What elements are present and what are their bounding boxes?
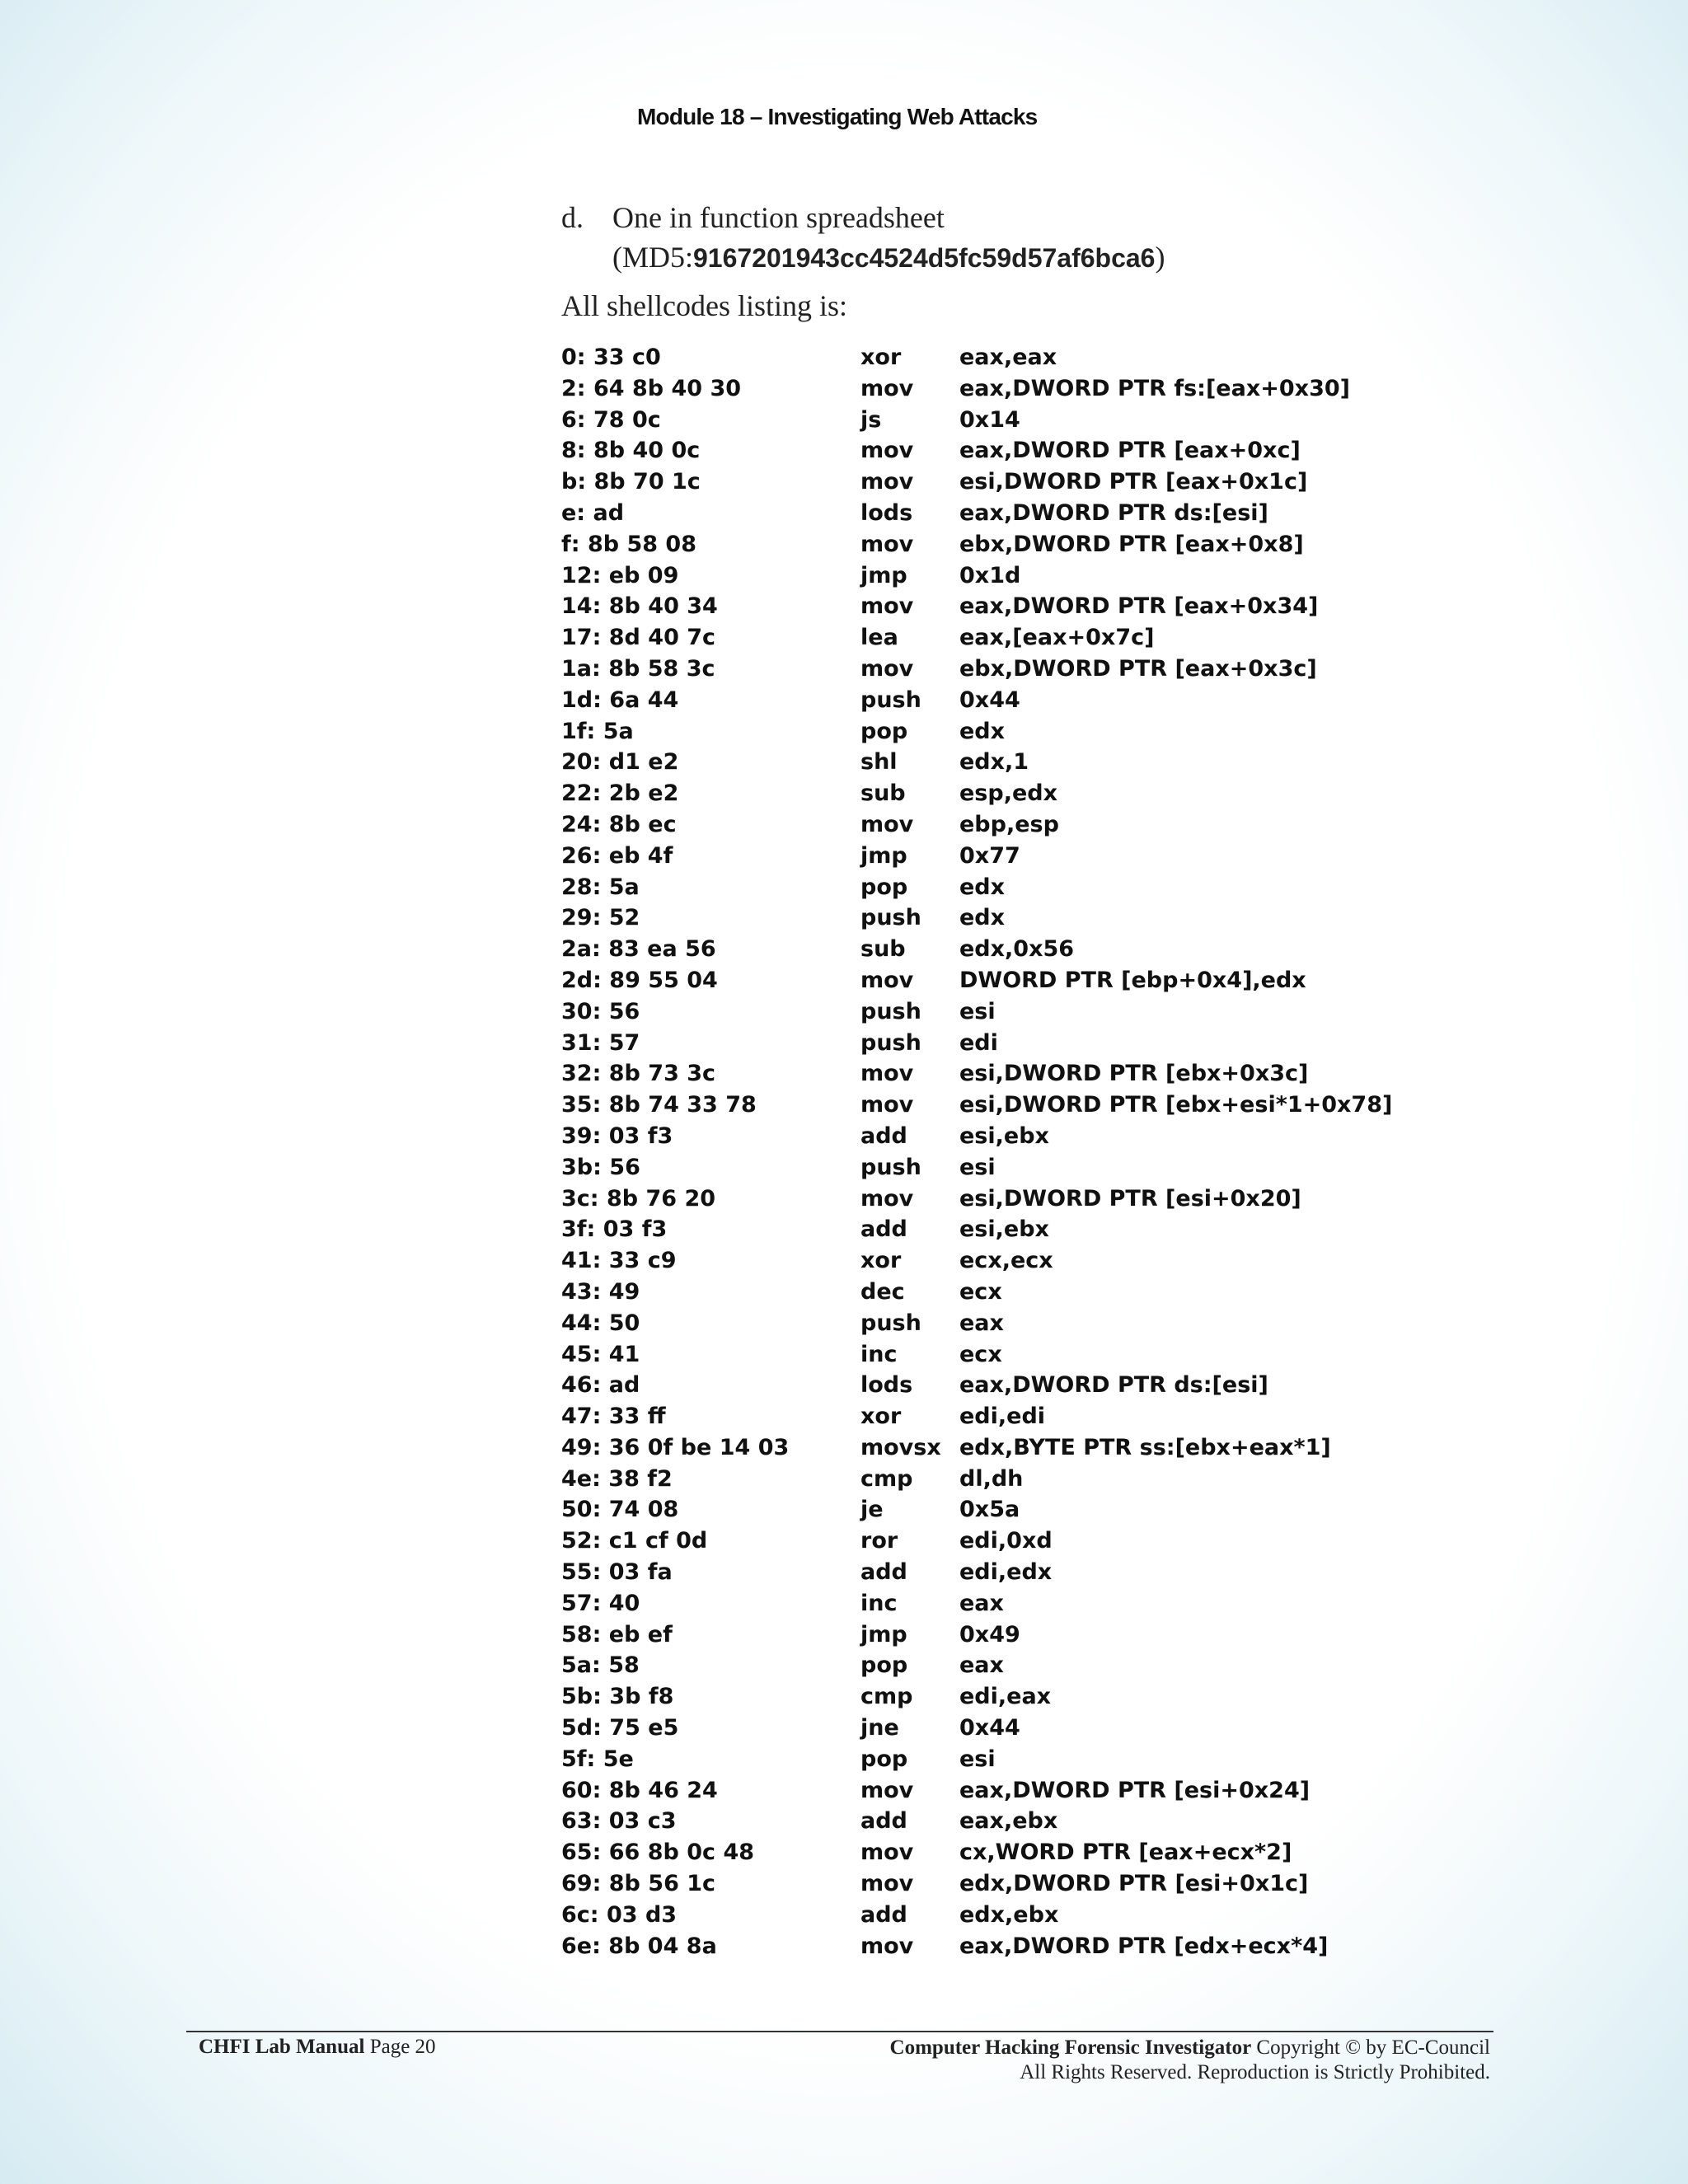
page-header-title: Module 18 – Investigating Web Attacks [637, 104, 1038, 129]
listing-operands: eax [959, 1652, 1004, 1679]
listing-operands: esp,edx [959, 780, 1058, 807]
listing-opcode: inc [860, 1590, 898, 1616]
listing-opcode: inc [860, 1341, 898, 1367]
listing-operands: eax [959, 1310, 1004, 1336]
listing-operands: 0x49 [959, 1621, 1020, 1647]
listing-opcode: mov [860, 1840, 914, 1866]
listing-address: 29: 52 [561, 905, 640, 931]
listing-address: 3b: 56 [561, 1154, 640, 1180]
listing-operands: 0x1d [959, 562, 1021, 588]
listing-opcode: jne [860, 1715, 899, 1741]
listing-operands: eax,eax [959, 344, 1057, 370]
listing-opcode: push [860, 687, 921, 713]
listing-operands: edx [959, 718, 1006, 744]
listing-opcode: mov [860, 1061, 914, 1087]
listing-operands: esi,ebx [959, 1122, 1049, 1149]
listing-address: 12: eb 09 [561, 562, 679, 588]
listing-address: 2d: 89 55 04 [561, 967, 718, 993]
listing-opcode: je [860, 1497, 884, 1523]
listing-opcode: cmp [860, 1465, 913, 1492]
listing-address: e: ad [561, 499, 625, 526]
listing-operands: esi,ebx [959, 1216, 1049, 1243]
listing-address: 49: 36 0f be 14 03 [561, 1434, 790, 1460]
listing-address: 1a: 8b 58 3c [561, 655, 715, 682]
listing-address: 8: 8b 40 0c [561, 438, 701, 464]
listing-operands: esi,DWORD PTR [eax+0x1c] [959, 469, 1308, 495]
listing-opcode: pop [860, 1652, 908, 1679]
listing-address: 39: 03 f3 [561, 1122, 673, 1149]
listing-operands: eax,DWORD PTR ds:[esi] [959, 499, 1268, 526]
listing-address: 63: 03 c3 [561, 1808, 677, 1835]
listing-address: 24: 8b ec [561, 811, 677, 837]
listing-address: 46: ad [561, 1372, 640, 1399]
listing-opcode: push [860, 1310, 921, 1336]
listing-address: 22: 2b e2 [561, 780, 679, 807]
listing-opcode: mov [860, 655, 914, 682]
listing-opcode: add [860, 1559, 907, 1586]
listing-operands: ebx,DWORD PTR [eax+0x3c] [959, 655, 1317, 682]
listing-opcode: push [860, 998, 921, 1024]
footer-copyright: Copyright © by EC-Council [1256, 2036, 1490, 2059]
listing-address: 3f: 03 f3 [561, 1216, 668, 1243]
listing-opcode: jmp [860, 562, 907, 588]
listing-address: 43: 49 [561, 1278, 640, 1305]
listing-opcode: add [860, 1122, 907, 1149]
listing-address: 60: 8b 46 24 [561, 1777, 718, 1803]
listing-address: 4e: 38 f2 [561, 1465, 673, 1492]
listing-address: 58: eb ef [561, 1621, 673, 1647]
listing-operands: ebp,esp [959, 811, 1059, 837]
listing-address: 50: 74 08 [561, 1497, 679, 1523]
listing-address: 45: 41 [561, 1341, 640, 1367]
listing-operands: dl,dh [959, 1465, 1024, 1492]
listing-operands: 0x14 [959, 406, 1020, 433]
listing-address: 1f: 5a [561, 718, 634, 744]
listing-address: 6c: 03 d3 [561, 1901, 678, 1928]
listing-address: 32: 8b 73 3c [561, 1061, 716, 1087]
listing-opcode: push [860, 1029, 921, 1056]
listing-operands: eax,ebx [959, 1808, 1058, 1835]
listing-operands: eax,DWORD PTR [eax+0xc] [959, 438, 1301, 464]
listing-opcode: mov [860, 967, 914, 993]
listing-opcode: jmp [860, 842, 907, 869]
listing-operands: DWORD PTR [ebp+0x4],edx [959, 967, 1306, 993]
listing-operands: 0x44 [959, 687, 1020, 713]
listing-operands: edx,ebx [959, 1901, 1059, 1928]
listing-address: 5a: 58 [561, 1652, 640, 1679]
footer-left [199, 2036, 436, 2059]
listing-address: 5b: 3b f8 [561, 1684, 674, 1710]
listing-opcode: pop [860, 874, 908, 900]
listing-operands: eax,DWORD PTR [edx+ecx*4] [959, 1933, 1329, 1959]
listing-operands: edx [959, 874, 1006, 900]
listing-address: 52: c1 cf 0d [561, 1528, 708, 1554]
listing-operands: edx,DWORD PTR [esi+0x1c] [959, 1871, 1309, 1897]
footer-course-title: Computer Hacking Forensic Investigator [889, 2036, 1252, 2059]
listing-address: 30: 56 [561, 998, 640, 1024]
md5-hash: 9167201943cc4524d5fc59d57af6bca6 [693, 243, 1156, 273]
listing-opcode: lods [860, 1372, 913, 1399]
listing-address: 14: 8b 40 34 [561, 593, 718, 620]
listing-address: 28: 5a [561, 874, 640, 900]
listing-operands: edi,0xd [959, 1528, 1053, 1554]
listing-operands: eax,DWORD PTR fs:[eax+0x30] [959, 375, 1350, 401]
listing-opcode: sub [860, 780, 906, 807]
listing-opcode: add [860, 1808, 907, 1835]
listing-opcode: mov [860, 438, 914, 464]
footer-manual-title: CHFI Lab Manual [199, 2036, 365, 2058]
listing-address: 5f: 5e [561, 1746, 634, 1772]
listing-opcode: pop [860, 718, 908, 744]
item-d-line1 [561, 198, 1165, 237]
listing-address: 41: 33 c9 [561, 1248, 677, 1274]
listing-address: 5d: 75 e5 [561, 1715, 679, 1741]
listing-operands: esi,DWORD PTR [ebx+esi*1+0x78] [959, 1092, 1393, 1118]
listing-operands: edi [959, 1029, 998, 1056]
listing-operands: edi,eax [959, 1684, 1052, 1710]
listing-opcode: ror [860, 1528, 898, 1554]
footer-right [890, 2036, 1490, 2085]
listing-opcode: mov [860, 1933, 914, 1959]
listing-opcode: push [860, 1154, 921, 1180]
listing-operands: ecx [959, 1278, 1002, 1305]
listing-address: 6e: 8b 04 8a [561, 1933, 717, 1959]
listing-operands: eax,DWORD PTR [eax+0x34] [959, 593, 1319, 620]
listing-address: 55: 03 fa [561, 1559, 673, 1586]
listing-opcode: mov [860, 1092, 914, 1118]
listing-opcode: mov [860, 375, 914, 401]
listing-address: b: 8b 70 1c [561, 469, 701, 495]
listing-operands: cx,WORD PTR [eax+ecx*2] [959, 1840, 1292, 1866]
listing-address: 65: 66 8b 0c 48 [561, 1840, 755, 1866]
listing-operands: edx [959, 905, 1006, 931]
footer-divider [186, 2031, 1493, 2032]
listing-opcode: mov [860, 1185, 914, 1212]
listing-opcode: mov [860, 1871, 914, 1897]
listing-opcode: push [860, 905, 921, 931]
listing-opcode: mov [860, 531, 914, 557]
footer-copyright-line [890, 2036, 1490, 2060]
listing-operands: edi,edi [959, 1404, 1046, 1430]
listing-operands: eax,DWORD PTR ds:[esi] [959, 1372, 1268, 1399]
listing-opcode: add [860, 1901, 907, 1928]
listing-operands: esi [959, 1154, 996, 1180]
item-d-text: One in function spreadsheet [612, 201, 945, 234]
listing-opcode: add [860, 1216, 907, 1243]
listing-operands: edx,1 [959, 749, 1029, 776]
list-marker: d. [561, 201, 584, 234]
listing-address: 1d: 6a 44 [561, 687, 679, 713]
listing-operands: edx,0x56 [959, 936, 1075, 963]
footer-page-number: Page 20 [369, 2036, 436, 2058]
listing-opcode: mov [860, 593, 914, 620]
listing-address: 20: d1 e2 [561, 749, 679, 776]
listing-operands: eax,[eax+0x7c] [959, 625, 1155, 651]
listing-opcode: mov [860, 1777, 914, 1803]
md5-prefix: (MD5: [612, 241, 693, 274]
listing-opcode: lea [860, 625, 898, 651]
list-item-d [561, 198, 1165, 278]
listing-address: 69: 8b 56 1c [561, 1871, 716, 1897]
listing-operands: esi,DWORD PTR [ebx+0x3c] [959, 1061, 1309, 1087]
item-d-line2 [561, 237, 1165, 278]
listing-opcode: shl [860, 749, 898, 776]
listing-operands: 0x5a [959, 1497, 1020, 1523]
listing-address: 2a: 83 ea 56 [561, 936, 716, 963]
listing-address: 26: eb 4f [561, 842, 673, 869]
listing-operands: 0x44 [959, 1715, 1020, 1741]
listing-opcode: xor [860, 344, 902, 370]
listing-opcode: xor [860, 1248, 902, 1274]
listing-address: 2: 64 8b 40 30 [561, 375, 742, 401]
listing-operands: ebx,DWORD PTR [eax+0x8] [959, 531, 1304, 557]
listing-operands: edx,BYTE PTR ss:[ebx+eax*1] [959, 1434, 1331, 1460]
listing-address: 57: 40 [561, 1590, 640, 1616]
listing-opcode: pop [860, 1746, 908, 1772]
listing-operands: esi [959, 998, 996, 1024]
listing-address: 31: 57 [561, 1029, 640, 1056]
listing-address: 47: 33 ff [561, 1404, 666, 1430]
listing-operands: esi [959, 1746, 996, 1772]
listing-opcode: movsx [860, 1434, 941, 1460]
listing-address: 35: 8b 74 33 78 [561, 1092, 757, 1118]
listing-operands: eax,DWORD PTR [esi+0x24] [959, 1777, 1311, 1803]
listing-operands: edi,edx [959, 1559, 1053, 1586]
md5-suffix: ) [1155, 241, 1165, 274]
listing-opcode: js [860, 406, 882, 433]
footer-rights: All Rights Reserved. Reproduction is Strictly Prohibited. [1020, 2061, 1490, 2083]
listing-address: 0: 33 c0 [561, 344, 661, 370]
listing-operands: ecx,ecx [959, 1248, 1053, 1274]
listing-address: 17: 8d 40 7c [561, 625, 716, 651]
listing-opcode: cmp [860, 1684, 913, 1710]
listing-opcode: jmp [860, 1621, 907, 1647]
listing-operands: eax [959, 1590, 1004, 1616]
listing-opcode: mov [860, 811, 914, 837]
listing-address: 6: 78 0c [561, 406, 661, 433]
listing-address: 44: 50 [561, 1310, 640, 1336]
listing-opcode: xor [860, 1404, 902, 1430]
listing-opcode: mov [860, 469, 914, 495]
listing-address: f: 8b 58 08 [561, 531, 697, 557]
listing-title: All shellcodes listing is: [561, 289, 847, 322]
listing-operands: 0x77 [959, 842, 1020, 869]
listing-address: 3c: 8b 76 20 [561, 1185, 716, 1212]
listing-operands: esi,DWORD PTR [esi+0x20] [959, 1185, 1301, 1212]
listing-opcode: sub [860, 936, 906, 963]
listing-opcode: dec [860, 1278, 905, 1305]
listing-opcode: lods [860, 499, 913, 526]
listing-operands: ecx [959, 1341, 1002, 1367]
